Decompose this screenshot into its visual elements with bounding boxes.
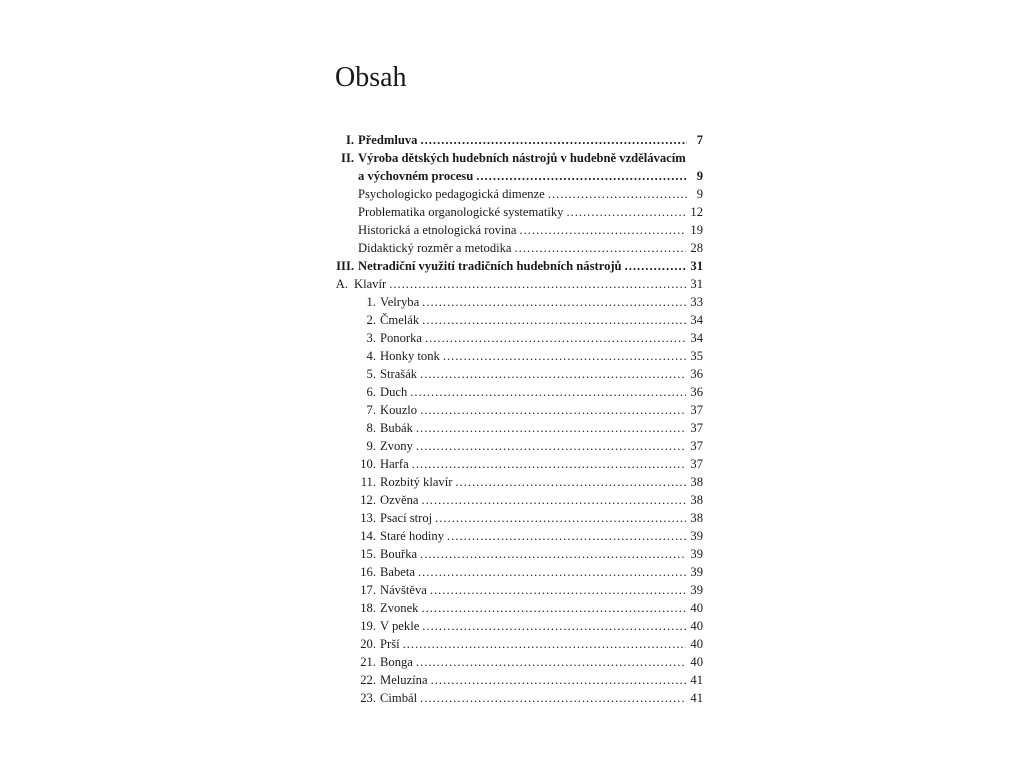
toc-entry-page: 9 xyxy=(696,187,703,201)
toc-entry-page: 41 xyxy=(690,673,703,687)
toc-leader-dots xyxy=(420,365,686,383)
toc-entry xyxy=(0,167,1024,185)
toc-leader-dots xyxy=(431,671,687,689)
toc-entry xyxy=(0,311,1024,329)
toc-entry-number: 2. xyxy=(366,313,376,327)
toc-entry-title: Strašák xyxy=(380,367,418,381)
toc-entry xyxy=(0,545,1024,563)
toc-entry-title: Kouzlo xyxy=(380,403,418,417)
toc-entry-number: 20. xyxy=(360,637,376,651)
toc-entry xyxy=(0,203,1024,221)
toc-entry-number: 18. xyxy=(360,601,376,615)
toc-entry-number: 5. xyxy=(366,367,376,381)
toc-entry-page: 40 xyxy=(690,655,703,669)
toc-entry xyxy=(0,401,1024,419)
toc-entry xyxy=(0,149,1024,167)
toc-entry-page: 12 xyxy=(690,205,703,219)
toc-leader-dots xyxy=(515,239,687,257)
toc-leader-dots xyxy=(416,419,687,437)
toc-entry xyxy=(0,689,1024,707)
toc-leader-dots xyxy=(418,563,686,581)
toc-leader-dots xyxy=(416,653,687,671)
toc-entry-title: Harfa xyxy=(380,457,409,471)
toc-entry-number: II. xyxy=(341,151,354,165)
toc-entry-title: Prší xyxy=(380,637,400,651)
toc-entry-number: 9. xyxy=(366,439,376,453)
toc-entry-page: 33 xyxy=(690,295,703,309)
table-of-contents xyxy=(0,131,1024,707)
toc-entry xyxy=(0,257,1024,275)
toc-entry xyxy=(0,563,1024,581)
toc-entry-page: 36 xyxy=(690,385,703,399)
toc-entry-number: 23. xyxy=(360,691,376,705)
toc-entry-number: 3. xyxy=(366,331,376,345)
toc-entry-page: 37 xyxy=(690,421,703,435)
toc-leader-dots xyxy=(566,203,686,221)
toc-entry-page: 39 xyxy=(690,565,703,579)
toc-entry-title: Netradiční využití tradičních hudebních nástrojů xyxy=(358,259,622,273)
toc-entry-page: 7 xyxy=(696,133,703,147)
toc-entry-title: Zvony xyxy=(380,439,413,453)
toc-entry-number: 21. xyxy=(360,655,376,669)
toc-entry-page: 41 xyxy=(690,691,703,705)
toc-leader-dots xyxy=(422,617,686,635)
toc-leader-dots xyxy=(443,347,687,365)
toc-entry-title: Klavír xyxy=(354,277,387,291)
toc-entry-number: 16. xyxy=(360,565,376,579)
toc-entry xyxy=(0,185,1024,203)
toc-entry-title: Bouřka xyxy=(380,547,418,561)
toc-entry-page: 38 xyxy=(690,493,703,507)
toc-entry-page: 40 xyxy=(690,619,703,633)
toc-entry-title: Babeta xyxy=(380,565,415,579)
toc-entry-page: 39 xyxy=(690,547,703,561)
toc-entry-page: 28 xyxy=(690,241,703,255)
toc-entry xyxy=(0,347,1024,365)
toc-leader-dots xyxy=(425,329,686,347)
toc-entry xyxy=(0,293,1024,311)
toc-entry-page: 37 xyxy=(690,457,703,471)
toc-leader-dots xyxy=(422,311,686,329)
toc-entry-number: 19. xyxy=(360,619,376,633)
toc-entry xyxy=(0,491,1024,509)
toc-entry-title: Cimbál xyxy=(380,691,418,705)
toc-entry-number: 8. xyxy=(366,421,376,435)
toc-entry-title: a výchovném procesu xyxy=(358,169,474,183)
toc-entry-number: 6. xyxy=(366,385,376,399)
toc-entry-title: Duch xyxy=(380,385,408,399)
toc-entry-title: Psychologicko pedagogická dimenze xyxy=(358,187,545,201)
toc-entry-title: Honky tonk xyxy=(380,349,440,363)
toc-entry-title: Bonga xyxy=(380,655,413,669)
toc-entry-number: A. xyxy=(335,277,348,291)
toc-leader-dots xyxy=(403,635,687,653)
toc-entry-number: III. xyxy=(336,259,354,273)
toc-entry-title: Meluzína xyxy=(380,673,428,687)
toc-leader-dots xyxy=(548,185,687,203)
toc-entry-title: Rozbitý klavír xyxy=(380,475,453,489)
toc-entry-page: 39 xyxy=(690,529,703,543)
toc-entry xyxy=(0,239,1024,257)
toc-entry xyxy=(0,599,1024,617)
toc-entry xyxy=(0,383,1024,401)
toc-entry-number: 13. xyxy=(360,511,376,525)
toc-entry xyxy=(0,509,1024,527)
toc-entry-page: 38 xyxy=(690,475,703,489)
toc-leader-dots xyxy=(455,473,686,491)
toc-entry xyxy=(0,275,1024,293)
toc-entry-title: Velryba xyxy=(380,295,420,309)
toc-entry xyxy=(0,527,1024,545)
toc-entry-title: Historická a etnologická rovina xyxy=(358,223,517,237)
toc-entry-page: 37 xyxy=(690,403,703,417)
toc-entry-title: Výroba dětských hudebních nástrojů v hudebně vzdělávacím xyxy=(358,151,686,165)
toc-entry-page: 36 xyxy=(690,367,703,381)
toc-entry-page: 40 xyxy=(690,601,703,615)
toc-leader-dots xyxy=(410,383,686,401)
toc-entry-page: 31 xyxy=(690,259,703,273)
toc-leader-dots xyxy=(420,401,686,419)
toc-entry-title: V pekle xyxy=(380,619,420,633)
toc-entry-number: 12. xyxy=(360,493,376,507)
toc-entry xyxy=(0,671,1024,689)
toc-leader-dots xyxy=(421,491,686,509)
toc-entry xyxy=(0,473,1024,491)
toc-leader-dots xyxy=(625,257,687,275)
toc-entry-title: Čmelák xyxy=(380,313,420,327)
toc-entry-title: Ozvěna xyxy=(380,493,419,507)
toc-entry-number: 15. xyxy=(360,547,376,561)
toc-leader-dots xyxy=(519,221,686,239)
toc-entry-title: Bubák xyxy=(380,421,413,435)
toc-entry-page: 34 xyxy=(690,313,703,327)
toc-leader-dots xyxy=(420,689,686,707)
toc-entry-number: I. xyxy=(345,133,354,147)
toc-entry-title: Zvonek xyxy=(380,601,419,615)
toc-entry-number: 17. xyxy=(360,583,376,597)
toc-entry-page: 38 xyxy=(690,511,703,525)
toc-entry-title: Didaktický rozměr a metodika xyxy=(358,241,512,255)
toc-entry xyxy=(0,635,1024,653)
toc-entry-page: 34 xyxy=(690,331,703,345)
toc-entry xyxy=(0,131,1024,149)
toc-leader-dots xyxy=(421,599,686,617)
toc-entry-number: 4. xyxy=(366,349,376,363)
toc-leader-dots xyxy=(435,509,686,527)
toc-entry-number: 11. xyxy=(360,475,376,489)
toc-entry-number: 14. xyxy=(360,529,376,543)
toc-entry-number: 22. xyxy=(360,673,376,687)
toc-entry-title: Psací stroj xyxy=(380,511,433,525)
toc-entry-title: Ponorka xyxy=(380,331,422,345)
toc-entry-title: Problematika organologické systematiky xyxy=(358,205,564,219)
toc-entry-number: 1. xyxy=(366,295,376,309)
toc-leader-dots xyxy=(412,455,687,473)
toc-entry xyxy=(0,221,1024,239)
toc-entry xyxy=(0,455,1024,473)
toc-entry xyxy=(0,365,1024,383)
toc-leader-dots xyxy=(420,131,687,149)
toc-entry xyxy=(0,581,1024,599)
toc-entry-page: 19 xyxy=(690,223,703,237)
toc-entry xyxy=(0,419,1024,437)
toc-entry-page: 31 xyxy=(690,277,703,291)
toc-leader-dots xyxy=(430,581,687,599)
toc-leader-dots xyxy=(420,545,686,563)
toc-leader-dots xyxy=(422,293,686,311)
toc-entry-title: Staré hodiny xyxy=(380,529,445,543)
toc-entry xyxy=(0,653,1024,671)
toc-leader-dots xyxy=(447,527,686,545)
toc-leader-dots xyxy=(389,275,686,293)
toc-entry-title: Předmluva xyxy=(358,133,418,147)
toc-entry-page: 9 xyxy=(696,169,703,183)
toc-leader-dots xyxy=(476,167,687,185)
toc-entry xyxy=(0,329,1024,347)
toc-entry-number: 10. xyxy=(360,457,376,471)
toc-entry-page: 39 xyxy=(690,583,703,597)
toc-entry-number: 7. xyxy=(366,403,376,417)
toc-entry-title: Návštěva xyxy=(380,583,427,597)
page-title: Obsah xyxy=(335,62,407,93)
toc-entry-page: 37 xyxy=(690,439,703,453)
toc-entry-page: 40 xyxy=(690,637,703,651)
toc-entry-page: 35 xyxy=(690,349,703,363)
toc-entry xyxy=(0,617,1024,635)
toc-entry xyxy=(0,437,1024,455)
toc-leader-dots xyxy=(416,437,687,455)
